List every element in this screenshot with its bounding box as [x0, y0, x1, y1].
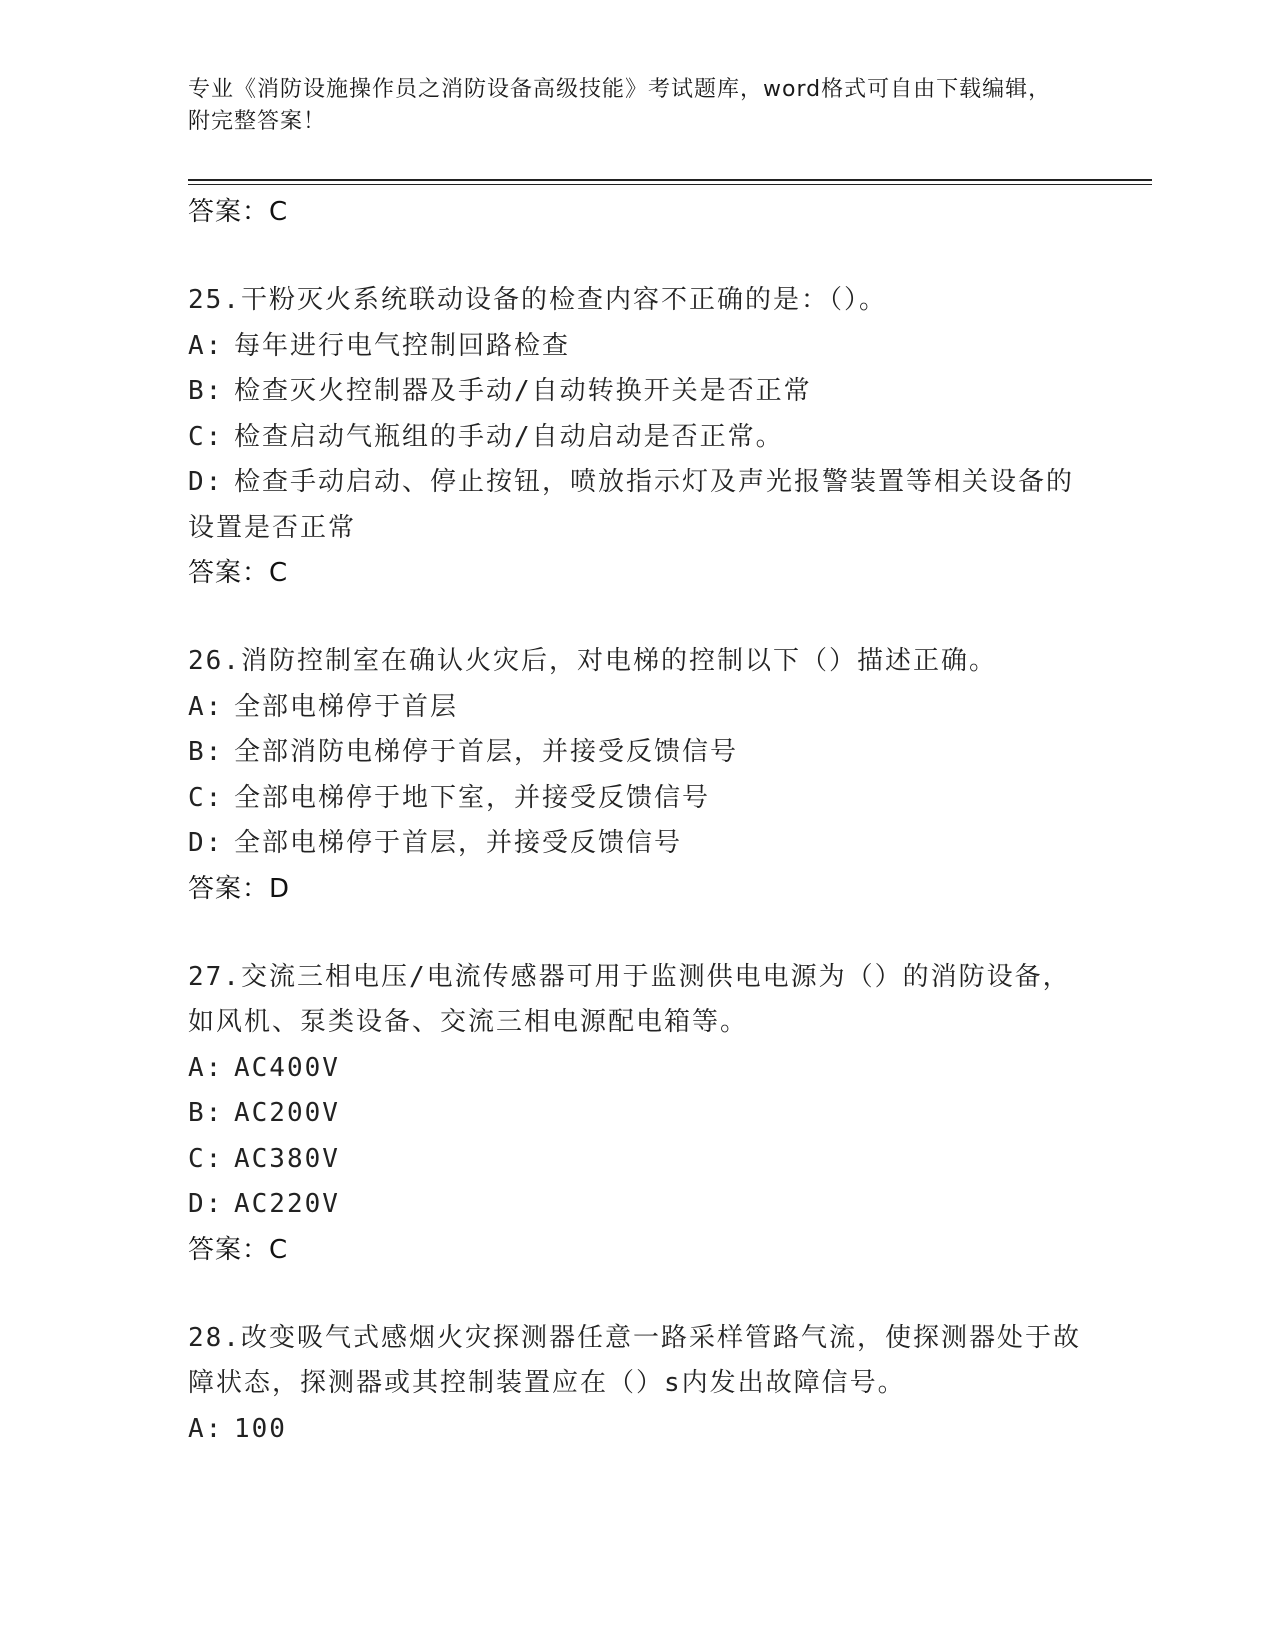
question-26 — [188, 639, 1088, 911]
option-a — [188, 324, 1088, 370]
option-b — [188, 369, 1088, 415]
option-text: 全部电梯停于首层 — [234, 691, 459, 722]
option-c — [188, 415, 1088, 461]
question-25 — [188, 278, 1088, 595]
option-letter: A: — [188, 691, 224, 722]
option-text: 全部消防电梯停于首层，并接受反馈信号 — [234, 737, 739, 767]
question-text: 25.干粉灭火系统联动设备的检查内容不正确的是：（）。 — [188, 285, 887, 315]
option-letter: A: — [188, 330, 224, 361]
question-27 — [188, 955, 1088, 1272]
option-letter: B: — [188, 1098, 224, 1128]
answer-line: 答案：C — [188, 197, 289, 227]
option-letter: C: — [188, 782, 224, 813]
option-text: 100 — [234, 1413, 287, 1444]
option-letter: C: — [188, 1143, 224, 1174]
answer-line: 答案：C — [188, 1234, 289, 1265]
option-c — [188, 776, 1088, 822]
option-d — [188, 460, 1088, 551]
answer-line: 答案：D — [188, 873, 291, 904]
option-text: AC400V — [234, 1052, 340, 1083]
option-b — [188, 1091, 1088, 1137]
option-d — [188, 821, 1088, 867]
option-letter: B: — [188, 737, 224, 767]
option-letter: C: — [188, 421, 224, 452]
option-text: 全部电梯停于地下室，并接受反馈信号 — [234, 782, 711, 813]
option-letter: D: — [188, 828, 224, 858]
option-text: 检查手动启动、停止按钮，喷放指示灯及声光报警装置等相关设备的设置是否正常 — [188, 467, 1075, 543]
option-text: 全部电梯停于首层，并接受反馈信号 — [234, 828, 683, 858]
document-header: 专业《消防设施操作员之消防设备高级技能》考试题库，word格式可自由下载编辑，附完整答案！ — [188, 77, 1052, 134]
option-letter: A: — [188, 1052, 224, 1083]
question-28 — [188, 1316, 1088, 1453]
option-letter: B: — [188, 376, 224, 406]
option-text: AC200V — [234, 1098, 340, 1128]
option-text: AC380V — [234, 1143, 340, 1174]
option-a — [188, 1046, 1088, 1092]
option-a — [188, 1407, 1088, 1453]
header-rule-thick — [188, 179, 1152, 181]
option-letter: A: — [188, 1413, 224, 1444]
question-text: 26.消防控制室在确认火灾后，对电梯的控制以下（）描述正确。 — [188, 646, 997, 676]
answer-line: 答案：C — [188, 558, 289, 588]
option-c — [188, 1137, 1088, 1183]
question-list — [188, 190, 1088, 1452]
option-a — [188, 685, 1088, 731]
option-text: 每年进行电气控制回路检查 — [234, 330, 571, 361]
option-text: 检查启动气瓶组的手动/自动启动是否正常。 — [234, 421, 784, 452]
option-text: AC220V — [234, 1189, 340, 1219]
option-letter: D: — [188, 467, 224, 497]
question-text: 27.交流三相电压/电流传感器可用于监测供电电源为（）的消防设备，如风机、泵类设备、交流三相电源配电箱等。 — [188, 961, 1071, 1037]
option-d — [188, 1182, 1088, 1228]
option-b — [188, 730, 1088, 776]
question-text: 28.改变吸气式感烟火灾探测器任意一路采样管路气流，使探测器处于故障状态，探测器或其控制装置应在（）s内发出故障信号。 — [188, 1322, 1081, 1398]
header-rule-thin — [188, 184, 1152, 185]
option-text: 检查灭火控制器及手动/自动转换开关是否正常 — [234, 376, 812, 406]
option-letter: D: — [188, 1189, 224, 1219]
